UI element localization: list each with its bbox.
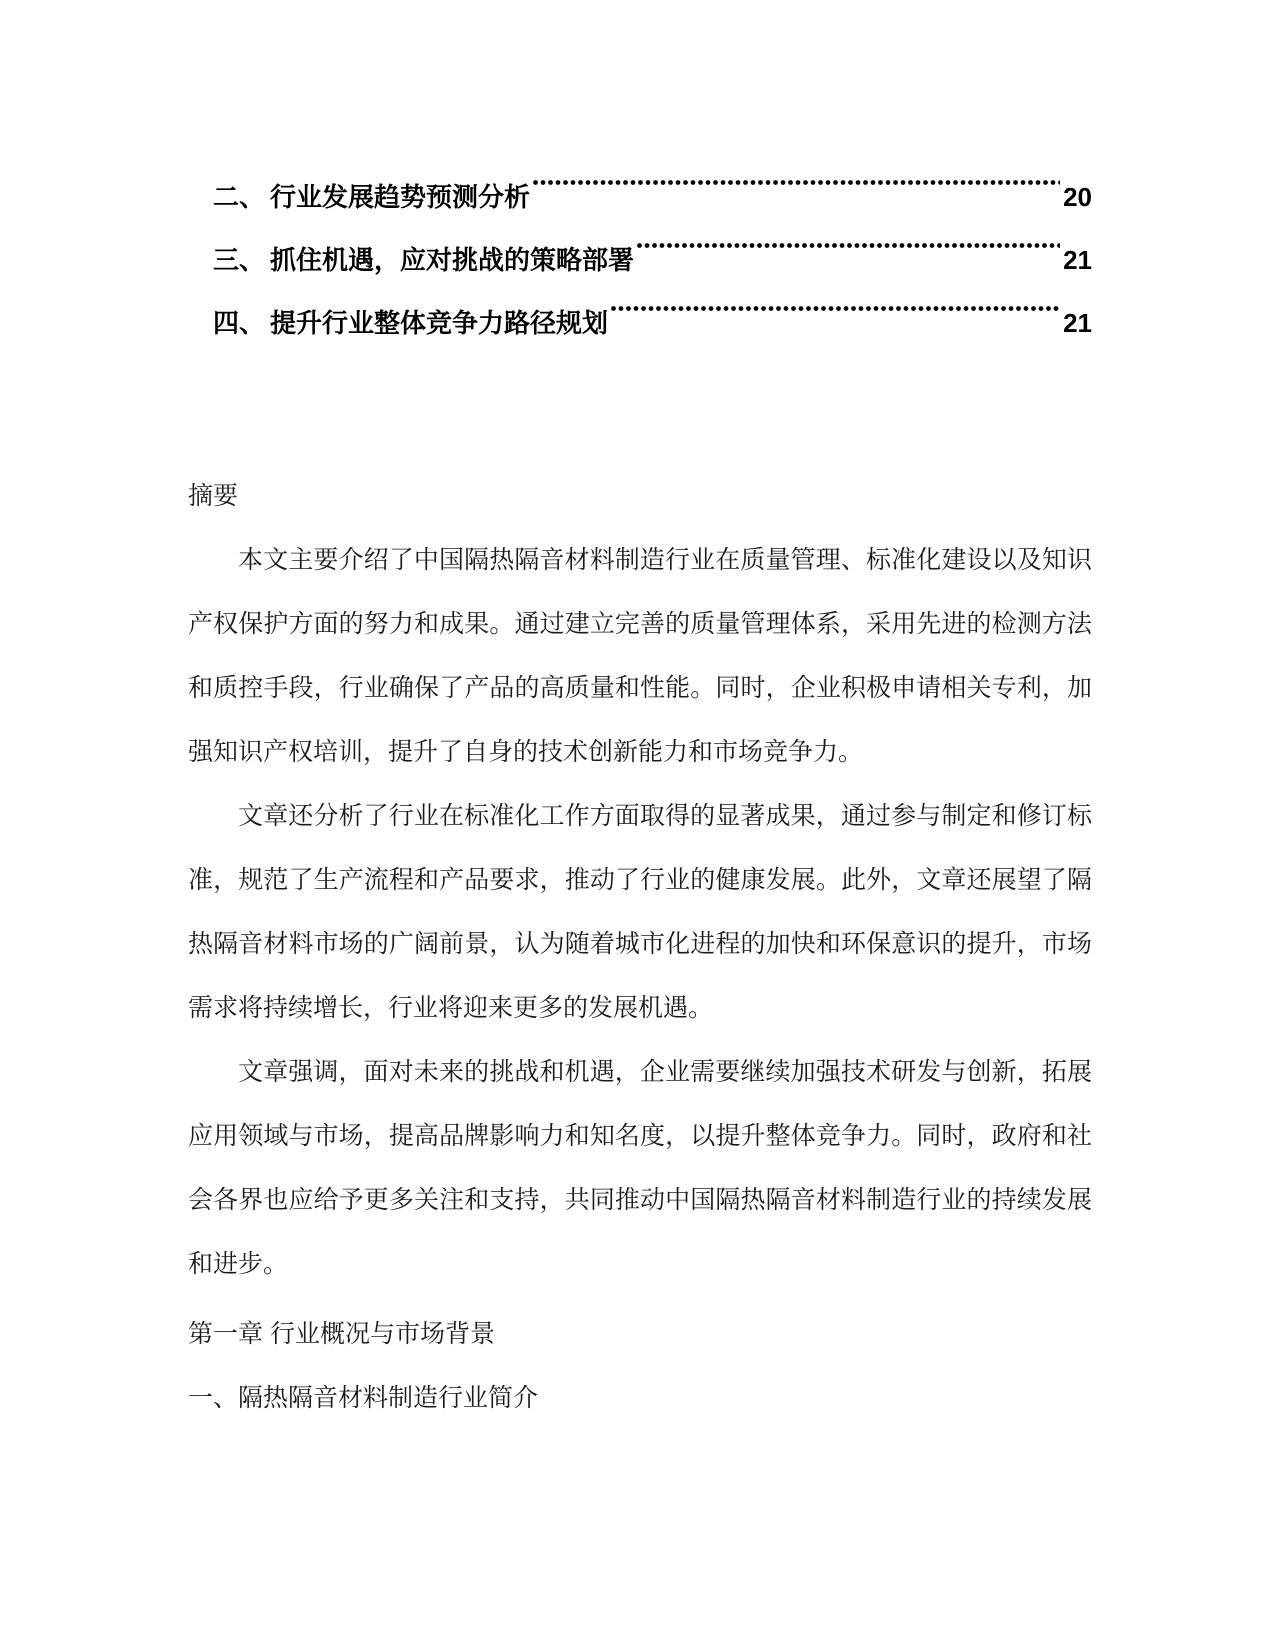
chapter-1-heading: 第一章 行业概况与市场背景 — [188, 1320, 495, 1348]
section-1-heading: 一、隔热隔音材料制造行业简介 — [188, 1384, 539, 1412]
abstract-paragraph: 文章强调，面对未来的挑战和机遇，企业需要继续加强技术研发与创新，拓展应用领域与市场，提高品牌影响力和知名度，以提升整体竞争力。同时，政府和社会各界也应给予更多关注和支持，共同推动中国隔热隔音材料制造行业的持续发展和进步。 — [188, 1058, 1092, 1278]
toc-entry[interactable] — [188, 143, 1092, 212]
dot-leader — [608, 269, 1063, 332]
table-of-contents — [188, 143, 1092, 338]
toc-page-number: 21 — [1063, 245, 1092, 275]
dot-leader — [634, 206, 1063, 269]
abstract-paragraph: 文章还分析了行业在标准化工作方面取得的显著成果，通过参与制定和修订标准，规范了生产流程和产品要求，推动了行业的健康发展。此外，文章还展望了隔热隔音材料市场的广阔前景，认为随着城市化进程的加快和环保意识的提升，市场需求将持续增长，行业将迎来更多的发展机遇。 — [188, 802, 1092, 1022]
toc-entry-title: 提升行业整体竞争力路径规划 — [270, 308, 609, 338]
toc-entry-title: 抓住机遇，应对挑战的策略部署 — [270, 245, 635, 275]
toc-page-number: 20 — [1063, 182, 1092, 212]
toc-entry-number: 三、 — [213, 245, 266, 275]
toc-entry-number: 四、 — [213, 308, 266, 338]
chapter-section — [188, 1302, 1092, 1430]
toc-entry-number: 二、 — [213, 182, 266, 212]
abstract-title: 摘要 — [188, 482, 239, 510]
abstract-paragraph: 本文主要介绍了中国隔热隔音材料制造行业在质量管理、标准化建设以及知识产权保护方面的努力和成果。通过建立完善的质量管理体系，采用先进的检测方法和质控手段，行业确保了产品的高质量和性能。同时，企业积极申请相关专利，加强知识产权培训，提升了自身的技术创新能力和市场竞争力。 — [188, 546, 1092, 766]
toc-page-number: 21 — [1063, 308, 1092, 338]
toc-entry-title: 行业发展趋势预测分析 — [270, 182, 531, 212]
abstract-section — [188, 464, 1092, 1296]
dot-leader — [530, 143, 1063, 206]
